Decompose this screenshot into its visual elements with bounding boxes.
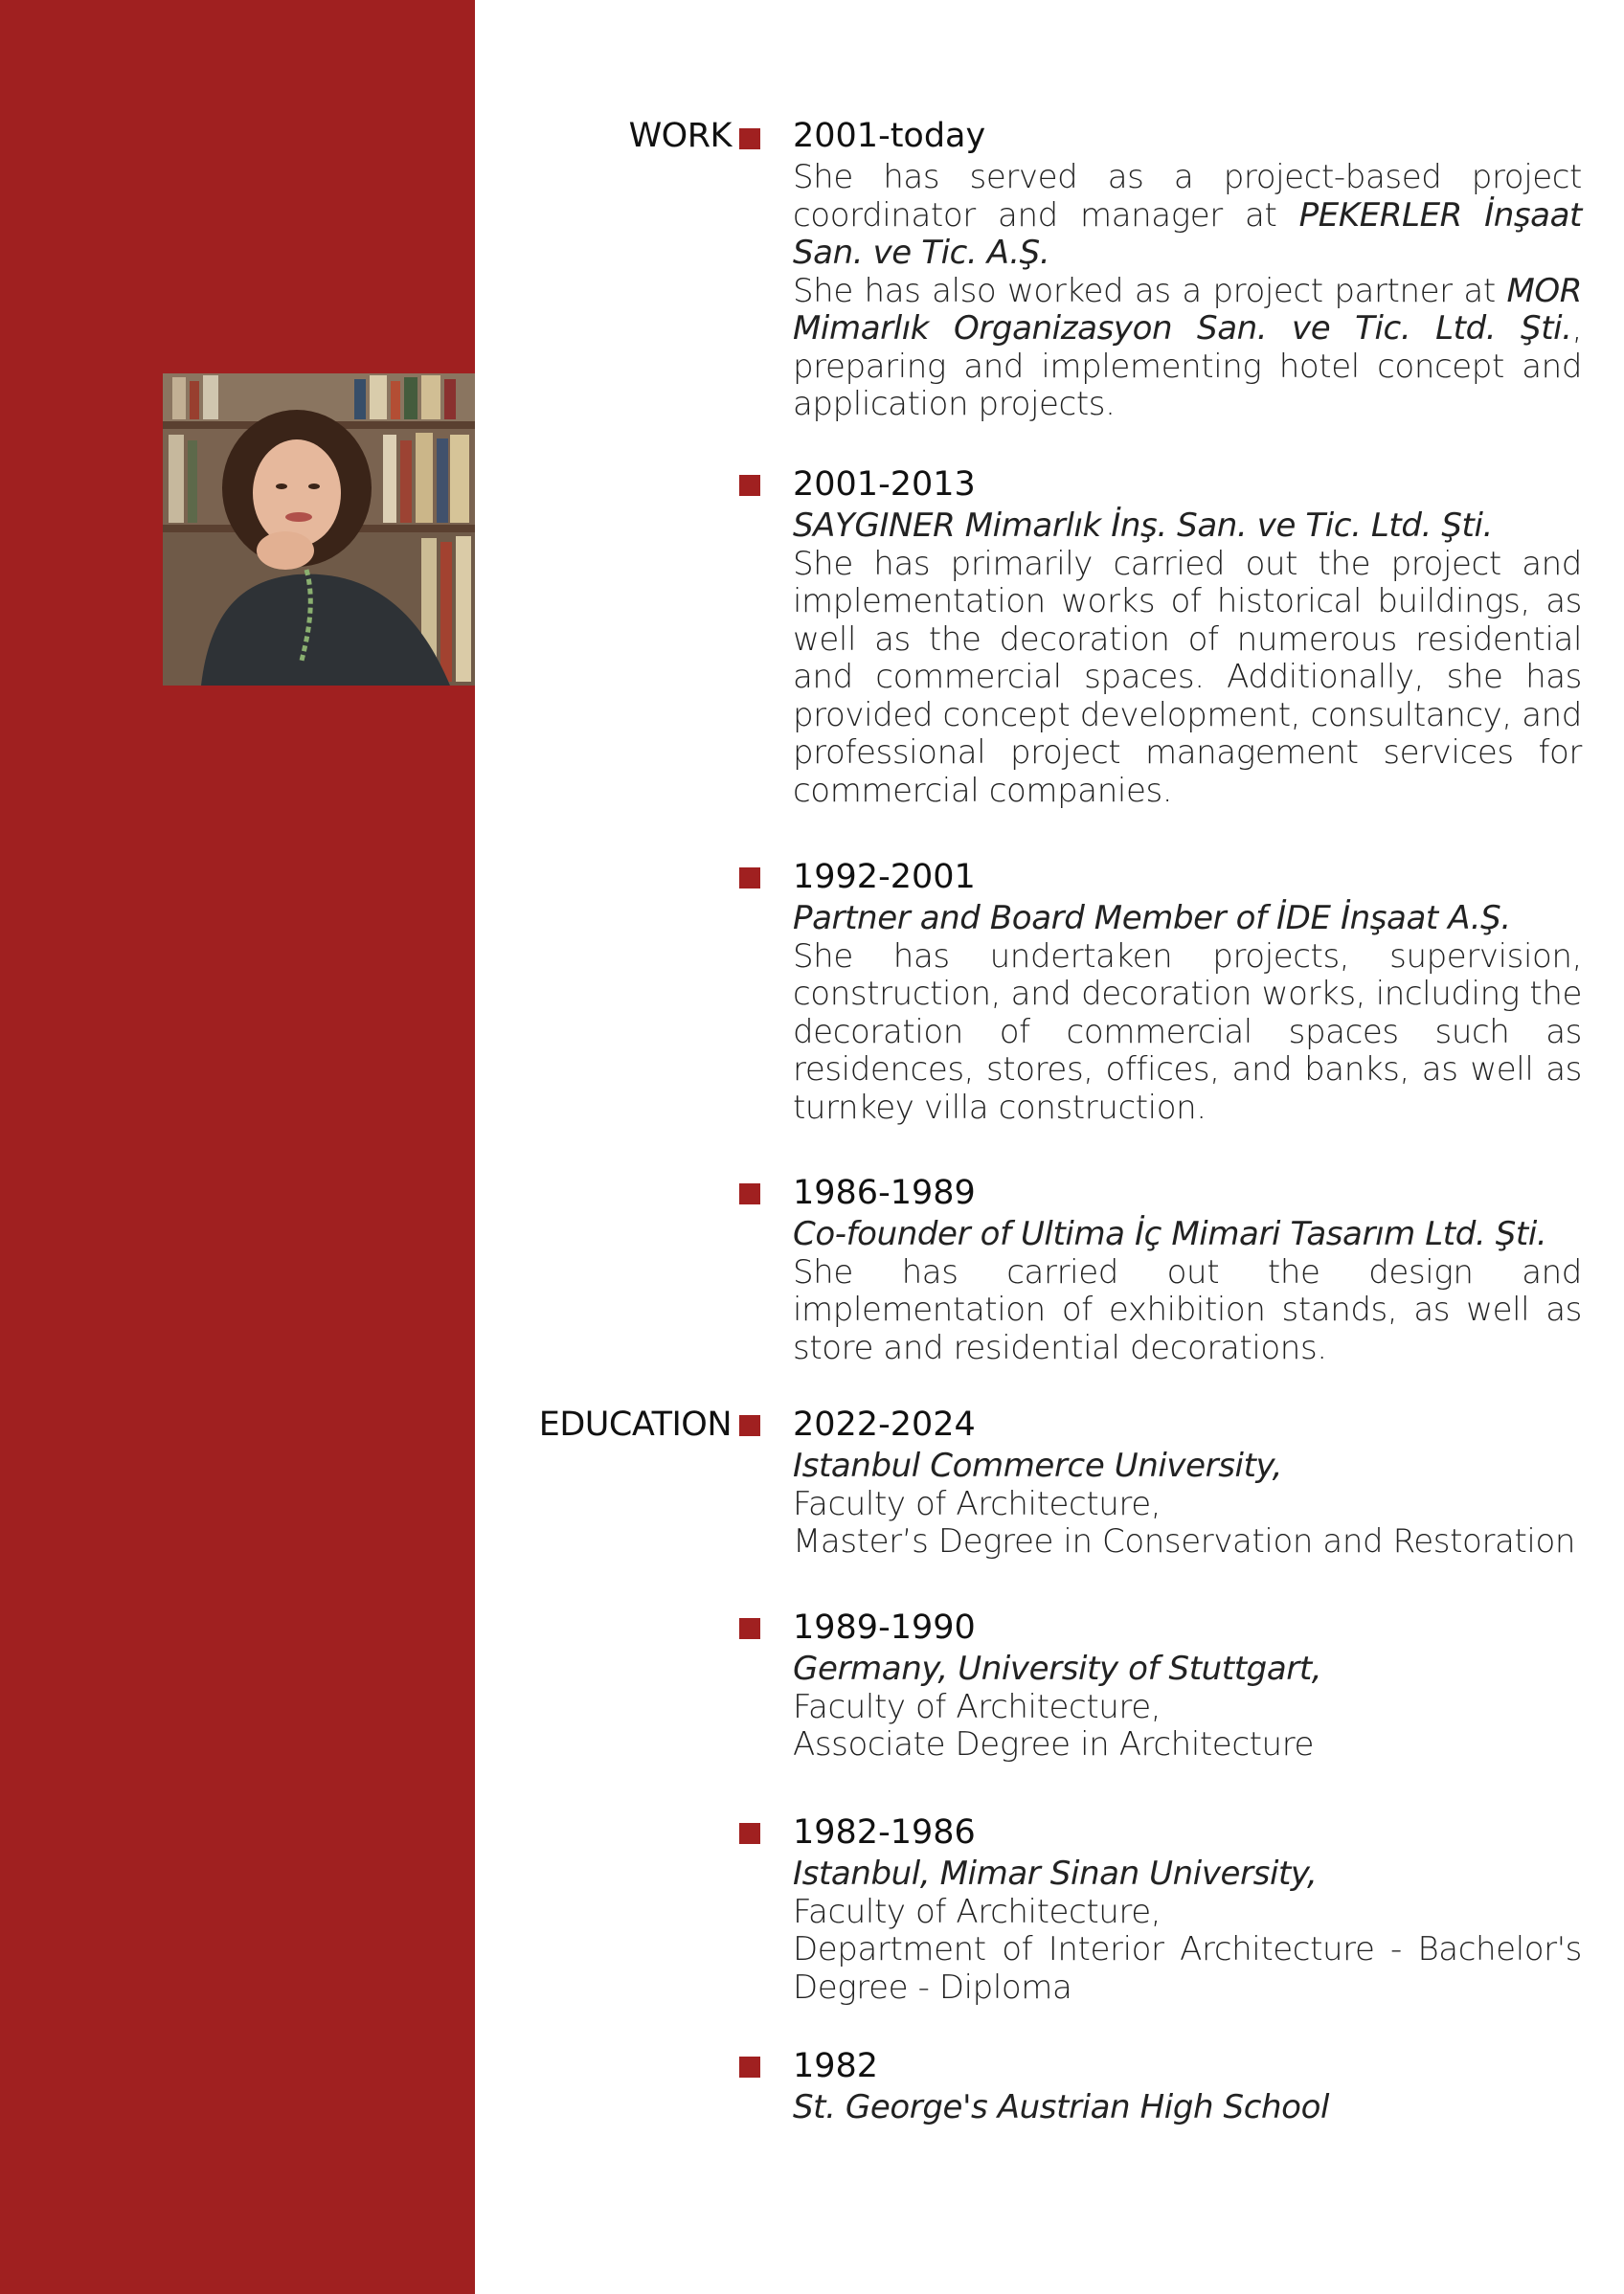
entry-description [793, 159, 1582, 424]
bullet-icon [739, 2057, 760, 2078]
entry-year: 1989-1990 [793, 1608, 976, 1647]
work-entry [793, 1172, 1582, 1367]
education-section-label: EDUCATION [538, 1406, 732, 1444]
entry-year: 1982-1986 [793, 1813, 976, 1852]
bullet-icon [739, 1618, 760, 1639]
entry-description [793, 1651, 1582, 1765]
degree-name: Department of Interior Architecture - Bachelor's Degree - Diploma [793, 1930, 1582, 2007]
entry-year: 1986-1989 [793, 1174, 976, 1212]
school-name: Istanbul, Mimar Sinan University, [793, 1855, 1318, 1893]
school-name: Istanbul Commerce University, [793, 1447, 1283, 1485]
company-name: MOR Mimarlık Organizasyon San. ve Tic. Ltd. Şti. [793, 271, 1582, 348]
faculty-name: Faculty of Architecture, [793, 1892, 1162, 1931]
bullet-icon [739, 867, 760, 888]
company-name: PEKERLER İnşaat San. ve Tic. A.Ş. [793, 195, 1582, 272]
bullet-icon [739, 128, 760, 149]
entry-text: She has also worked as a project partner at [793, 271, 1507, 310]
entry-year: 2001-today [793, 117, 986, 155]
bullet-icon [739, 1415, 760, 1436]
entry-year: 1992-2001 [793, 858, 976, 896]
work-entry [793, 115, 1582, 424]
entry-description [793, 1448, 1582, 1562]
entry-description [793, 1216, 1582, 1367]
degree-name: Master’s Degree in Conservation and Restoration [793, 1522, 1575, 1561]
entry-text: She has primarily carried out the project and implementation works of historical buildings, as well as the decoration of numerous residential and commercial spaces. Additionally, she has provided concept development, consultancy, and professional project management services for commercial companies. [793, 544, 1582, 810]
entry-description [793, 2089, 1582, 2127]
education-entry [793, 1404, 1582, 1562]
company-name: SAYGINER Mimarlık İnş. San. ve Tic. Ltd. Şti. [793, 506, 1493, 545]
entry-year: 2022-2024 [793, 1406, 976, 1444]
entry-text: She has served as a project-based project coordinator and manager at [793, 158, 1582, 235]
entry-text: , preparing and implementing hotel concept and application projects. [793, 309, 1582, 423]
work-section-label: WORK [628, 117, 732, 155]
entry-year: 1982 [793, 2047, 879, 2085]
work-entry [793, 463, 1582, 810]
entry-description [793, 900, 1582, 1127]
school-name: Germany, University of Stuttgart, [793, 1650, 1322, 1688]
education-entry [793, 1811, 1582, 2007]
portrait-photo [163, 373, 475, 686]
work-entry [793, 856, 1582, 1127]
company-name: Co-founder of Ultima İç Mimari Tasarım Ltd. Şti. [793, 1215, 1547, 1253]
faculty-name: Faculty of Architecture, [793, 1687, 1162, 1726]
faculty-name: Faculty of Architecture, [793, 1484, 1162, 1523]
entry-text: She has undertaken projects, supervision, construction, and decoration works, including the decoration of commercial spaces such as residences, stores, offices, and banks, as well as turnkey villa construction. [793, 936, 1582, 1127]
education-entry [793, 1607, 1582, 1765]
company-name: Partner and Board Member of İDE İnşaat A.Ş. [793, 899, 1511, 937]
entry-description [793, 507, 1582, 810]
school-name: St. George's Austrian High School [793, 2088, 1330, 2126]
red-sidebar [0, 0, 475, 2294]
bullet-icon [739, 475, 760, 496]
education-entry [793, 2045, 1582, 2127]
entry-year: 2001-2013 [793, 465, 976, 504]
bullet-icon [739, 1183, 760, 1204]
degree-name: Associate Degree in Architecture [793, 1725, 1315, 1764]
entry-description [793, 1855, 1582, 2007]
entry-text: She has carried out the design and implementation of exhibition stands, as well as store and residential decorations. [793, 1252, 1582, 1367]
bullet-icon [739, 1823, 760, 1844]
